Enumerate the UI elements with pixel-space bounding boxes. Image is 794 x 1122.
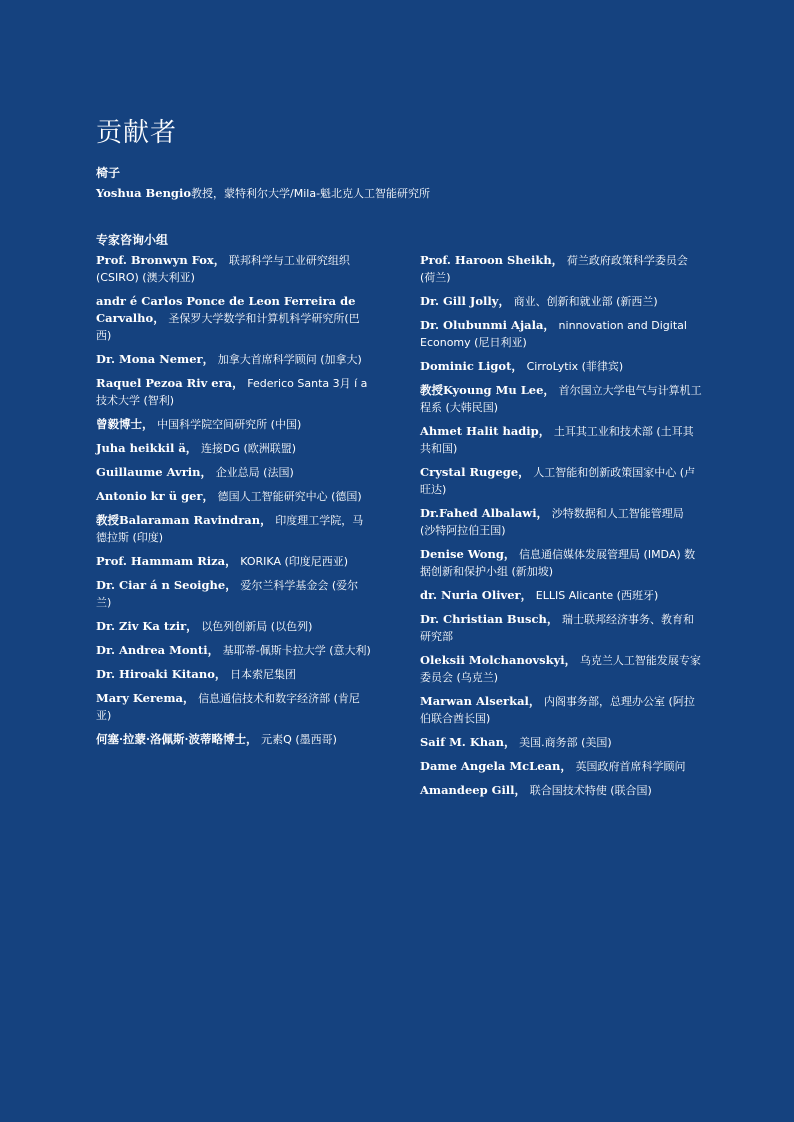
contributor-entry — [96, 553, 371, 570]
contributor-name: Dr. Ziv Ka tzir， — [96, 619, 198, 633]
contributor-name: Denise Wong， — [420, 547, 516, 561]
contributor-entry — [96, 512, 371, 546]
contributor-affiliation: 沙特数据和人工智能管理局 (沙特阿拉伯王国) — [420, 507, 684, 537]
contributor-entry — [96, 618, 371, 635]
contributor-affiliation: 乌克兰人工智能发展专家委员会 (乌克兰) — [420, 654, 701, 684]
contributor-name: Dr. Mona Nemer， — [96, 352, 215, 366]
contributor-entry — [420, 758, 702, 775]
contributor-affiliation: 商业、创新和就业部 (新西兰) — [513, 295, 658, 308]
contributor-entry — [420, 734, 702, 751]
contributor-name: Prof. Haroon Sheikh， — [420, 253, 564, 267]
contributor-name: Amandeep Gill， — [420, 783, 527, 797]
contributor-affiliation: 印度理工学院，马德拉斯 (印度) — [96, 514, 364, 544]
contributor-entry — [420, 611, 702, 645]
contributor-name: 教授Kyoung Mu Lee， — [420, 383, 555, 397]
panel-right-column — [420, 252, 702, 806]
contributor-name: andr é Carlos Ponce de Leon Ferreira de Carvalho， — [96, 294, 356, 325]
contributor-affiliation: 联合国技术特使 (联合国) — [529, 784, 652, 797]
contributor-entry — [420, 693, 702, 727]
contributor-name: dr. Nuria Oliver， — [420, 588, 533, 602]
contributor-affiliation: KORIKA (印度尼西亚) — [240, 555, 349, 568]
contributor-name: Prof. Bronwyn Fox， — [96, 253, 226, 267]
contributor-affiliation: 荷兰政府政策科学委员会 (荷兰) — [420, 254, 688, 284]
contributor-entry — [96, 375, 371, 409]
contributor-entry — [96, 488, 371, 505]
contributor-name: Dr. Christian Busch， — [420, 612, 559, 626]
chair-name: Yoshua Bengio — [96, 186, 192, 200]
contributor-affiliation: 联邦科学与工业研究组织(CSIRO) (澳大利亚) — [96, 254, 350, 284]
contributor-name: 曾毅博士， — [96, 417, 154, 431]
contributor-entry — [420, 252, 702, 286]
contributor-name: Ahmet Halit hadip， — [420, 424, 551, 438]
contributor-affiliation: 信息通信技术和数字经济部 (肯尼亚) — [96, 692, 360, 722]
contributor-affiliation: 瑞士联邦经济事务、教育和研究部 — [420, 613, 694, 643]
panel-left-column — [96, 252, 371, 755]
contributor-affiliation: 土耳其工业和技术部 (土耳其共和国) — [420, 425, 694, 455]
contributor-affiliation: ELLIS Alicante (西班牙) — [535, 589, 659, 602]
contributor-affiliation: 企业总局 (法国) — [215, 466, 294, 479]
contributor-name: Mary Kerema， — [96, 691, 195, 705]
contributor-entry — [420, 317, 702, 351]
contributor-entry — [420, 423, 702, 457]
contributor-affiliation: 元素Q (墨西哥) — [261, 733, 337, 746]
contributor-entry — [420, 358, 702, 375]
contributor-affiliation: 日本索尼集团 — [230, 668, 297, 681]
contributor-name: Juha heikkil ä， — [96, 441, 198, 455]
contributor-affiliation: 连接DG (欧洲联盟) — [200, 442, 297, 455]
contributor-name: Oleksii Molchanovskyi， — [420, 653, 577, 667]
contributor-name: Guillaume Avrin， — [96, 465, 213, 479]
contributor-entry — [96, 293, 371, 344]
contributor-affiliation: 以色列创新局 (以色列) — [201, 620, 313, 633]
chair-affiliation: 教授，蒙特利尔大学/Mila-魁北克人工智能研究所 — [191, 187, 431, 200]
contributor-entry — [420, 782, 702, 799]
contributor-affiliation: 英国政府首席科学顾问 — [575, 760, 686, 773]
contributor-entry — [420, 382, 702, 416]
contributor-name: Marwan Alserkal， — [420, 694, 541, 708]
contributor-name: 教授Balaraman Ravindran， — [96, 513, 272, 527]
contributor-entry — [420, 587, 702, 604]
contributor-affiliation: Federico Santa 3月 í a技术大学 (智利) — [96, 377, 368, 407]
contributor-entry — [420, 652, 702, 686]
contributor-affiliation: 首尔国立大学电气与计算机工程系 (大韩民国) — [420, 384, 702, 414]
contributor-name: Prof. Hammam Riza， — [96, 554, 237, 568]
contributor-name: Crystal Rugege， — [420, 465, 530, 479]
contributor-affiliation: ninnovation and Digital Economy (尼日利亚) — [420, 319, 687, 349]
page-title: 贡献者 — [96, 118, 178, 148]
chair-heading: 椅子 — [96, 166, 121, 180]
contributor-name: Dame Angela McLean， — [420, 759, 572, 773]
contributor-name: Raquel Pezoa Riv era， — [96, 376, 244, 390]
contributor-entry — [420, 293, 702, 310]
contributor-affiliation: 内阁事务部，总理办公室 (阿拉伯联合酋长国) — [420, 695, 695, 725]
contributor-affiliation: 美国.商务部 (美国) — [519, 736, 612, 749]
contributor-entry — [96, 351, 371, 368]
contributor-entry — [96, 642, 371, 659]
contributor-entry — [96, 440, 371, 457]
contributor-affiliation: 人工智能和创新政策国家中心 (卢旺达) — [420, 466, 696, 496]
contributor-entry — [420, 464, 702, 498]
contributor-entry — [96, 731, 371, 748]
contributor-affiliation: 基耶蒂-佩斯卡拉大学 (意大利) — [222, 644, 371, 657]
contributor-entry — [420, 546, 702, 580]
contributor-affiliation: 圣保罗大学数学和计算机科学研究所(巴西) — [96, 312, 360, 342]
contributor-entry — [96, 252, 371, 286]
contributor-entry — [96, 464, 371, 481]
contributor-affiliation: 加拿大首席科学顾问 (加拿大) — [217, 353, 362, 366]
contributor-entry — [96, 690, 371, 724]
contributor-name: Dr. Ciar á n Seoighe， — [96, 578, 237, 592]
contributor-name: Dr. Andrea Monti， — [96, 643, 220, 657]
contributor-affiliation: 爱尔兰科学基金会 (爱尔兰) — [96, 579, 359, 609]
contributor-affiliation: CirroLytix (菲律宾) — [526, 360, 624, 373]
contributor-entry — [96, 577, 371, 611]
contributor-affiliation: 德国人工智能研究中心 (德国) — [217, 490, 362, 503]
contributor-name: Dr. Hiroaki Kitano， — [96, 667, 227, 681]
contributor-entry — [96, 666, 371, 683]
contributor-name: Dr.Fahed Albalawi， — [420, 506, 549, 520]
contributor-name: 何塞·拉蒙·洛佩斯·波蒂略博士， — [96, 732, 258, 746]
contributor-entry — [420, 505, 702, 539]
contributor-affiliation: 中国科学院空间研究所 (中国) — [157, 418, 302, 431]
contributor-name: Dr. Olubunmi Ajala， — [420, 318, 555, 332]
contributor-name: Dr. Gill Jolly， — [420, 294, 510, 308]
contributor-name: Antonio kr ü ger， — [96, 489, 214, 503]
contributor-affiliation: 信息通信媒体发展管理局 (IMDA) 数据创新和保护小组 (新加坡) — [420, 548, 696, 578]
contributor-entry — [96, 416, 371, 433]
contributor-name: Dominic Ligot， — [420, 359, 523, 373]
chair-entry — [96, 185, 716, 202]
panel-heading: 专家咨询小组 — [96, 233, 169, 247]
contributor-name: Saif M. Khan， — [420, 735, 516, 749]
